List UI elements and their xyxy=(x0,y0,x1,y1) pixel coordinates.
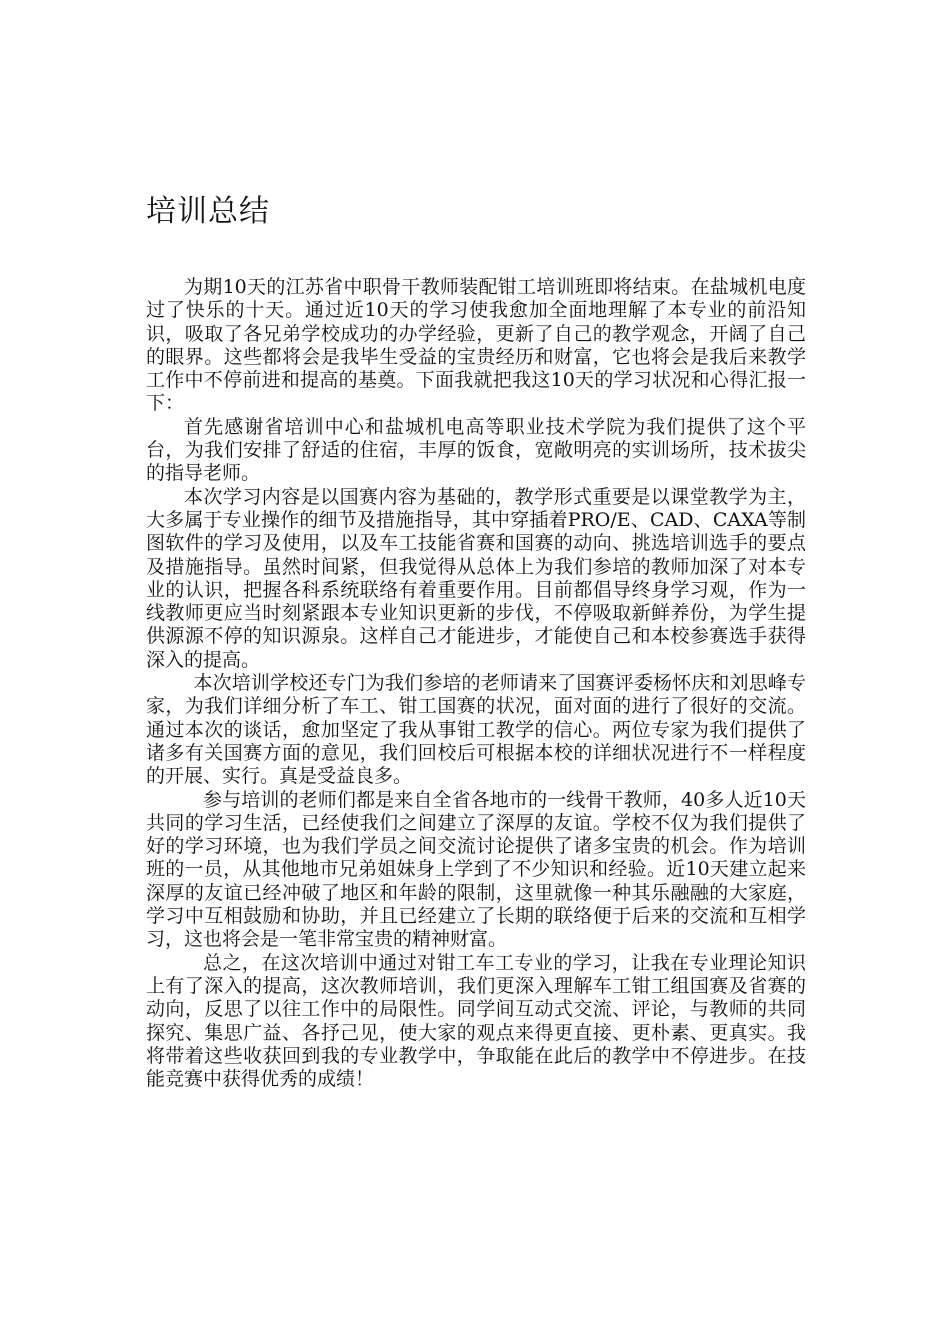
paragraph-content: 本次学习内容是以国赛内容为基础的，教学形式重要是以课堂教学为主，大多属于专业操作的细节及措施指导，其中穿插着PRO/E、CAD、CAXA等制图软件的学习及使用，以及车工技能省赛和国赛的动向、挑选培训选手的要点及措施指导。虽然时间紧，但我觉得从总体上为我们参培的教师加深了对本专业的认识，把握各科系统联络有着重要作用。目前都倡导终身学习观，作为一线教师更应当时刻紧跟本专业知识更新的步伐，不停吸取新鲜养份，为学生提供源源不停的知识源泉。这样自己才能进步，才能使自己和本校参赛选手获得深入的提高。 xyxy=(146,485,806,671)
document-body xyxy=(146,276,806,1091)
paragraph-experts: 本次培训学校还专门为我们参培的老师请来了国赛评委杨怀庆和刘思峰专家，为我们详细分析了车工、钳工国赛的状况，面对面的进行了很好的交流。通过本次的谈话，愈加坚定了我从事钳工教学的信心。两位专家为我们提供了诸多有关国赛方面的意见，我们回校后可根据本校的详细状况进行不一样程度的开展、实行。真是受益良多。 xyxy=(146,672,806,788)
page-title: 培训总结 xyxy=(146,194,270,229)
paragraph-colleagues: 参与培训的老师们都是来自全省各地市的一线骨干教师，40多人近10天共同的学习生活，已经使我们之间建立了深厚的友谊。学校不仅为我们提供了好的学习环境，也为我们学员之间交流讨论提供了诸多宝贵的机会。作为培训班的一员，从其他地市兄弟姐妹身上学到了不少知识和经验。近10天建立起来深厚的友谊已经冲破了地区和年龄的限制，这里就像一种其乐融融的大家庭，学习中互相鼓励和协助，并且已经建立了长期的联络便于后来的交流和互相学习，这也将会是一笔非常宝贵的精神财富。 xyxy=(146,788,806,951)
paragraph-intro: 为期10天的江苏省中职骨干教师装配钳工培训班即将结束。在盐城机电度过了快乐的十天。通过近10天的学习使我愈加全面地理解了本专业的前沿知识，吸取了各兄弟学校成功的办学经验，更新了自己的教学观念，开阔了自己的眼界。这些都将会是我毕生受益的宝贵经历和财富，它也将会是我后来教学工作中不停前进和提高的基奠。下面我就把我这10天的学习状况和心得汇报一下： xyxy=(146,276,806,415)
paragraph-thanks: 首先感谢省培训中心和盐城机电高等职业技术学院为我们提供了这个平台，为我们安排了舒适的住宿，丰厚的饭食，宽敞明亮的实训场所，技术拔尖的指导老师。 xyxy=(146,415,806,485)
paragraph-conclusion: 总之，在这次培训中通过对钳工车工专业的学习，让我在专业理论知识上有了深入的提高，这次教师培训，我们更深入理解车工钳工组国赛及省赛的动向，反思了以往工作中的局限性。同学间互动式交流、评论，与教师的共同探究、集思广益、各抒己见，使大家的观点来得更直接、更朴素、更真实。我将带着这些收获回到我的专业教学中，争取能在此后的教学中不停进步。在技能竞赛中获得优秀的成绩！ xyxy=(146,951,806,1091)
